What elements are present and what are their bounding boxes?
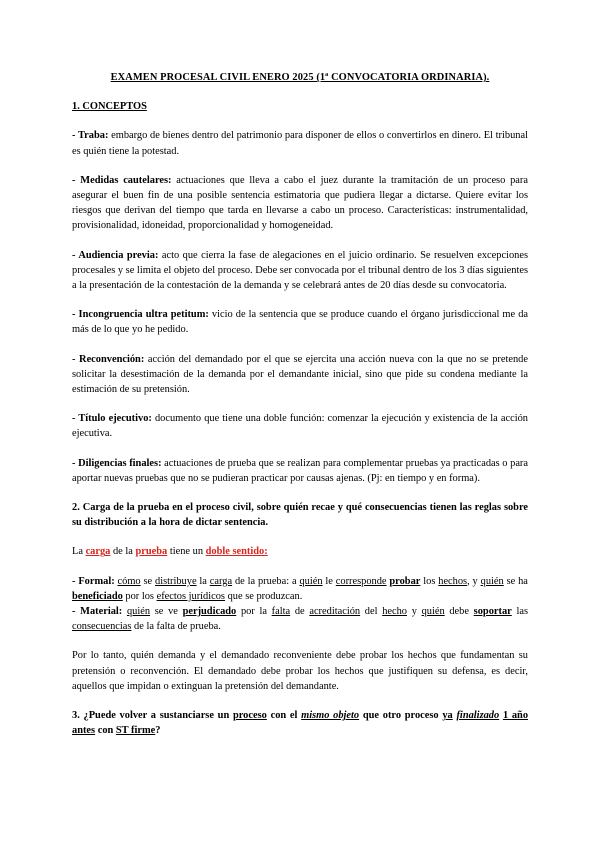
question-text: 3. ¿Puede volver a sustanciarse un <box>72 710 230 722</box>
question-word: ya <box>442 710 453 722</box>
concept-traba <box>72 128 528 158</box>
word: quién <box>421 606 445 618</box>
word: cómo <box>117 575 141 587</box>
term-label: - Audiencia previa: <box>72 249 159 261</box>
highlight-doble-sentido: doble sentido: <box>205 546 268 558</box>
intro-text: tiene un <box>167 546 206 558</box>
word: carga <box>209 575 233 587</box>
word: las <box>516 606 528 618</box>
concept-titulo-ejecutivo <box>72 411 528 441</box>
question-text: que otro proceso <box>362 710 439 722</box>
term-definition: acción del demandado por el que se ejercita una acción nueva con la que no se pretende solicitar la desestimación de la demanda por el demandante inicial, sino que pide su condena mediante la estimación de su pretensión. <box>72 353 528 396</box>
word: de la falta de prueba. <box>134 621 221 633</box>
term-definition: vicio de la sentencia que se produce cuando el órgano jurisdiccional me da más de lo que yo he pedido. <box>72 309 529 336</box>
word: distribuye <box>155 575 197 587</box>
word: se ve <box>154 606 178 618</box>
word: por la <box>240 606 267 618</box>
term-definition: actuaciones que lleva a cabo el juez durante la tramitación de un proceso para asegurar el buen fin de una posible sentencia estimatoria que pudiera llegar a dictarse. Quiere evitar los riesgos que derivan del tiempo que tarda en llevarse a cabo un proceso. Características: instrumentalidad, provisionalidad, idoneidad, proporcionalidad y homogeneidad. <box>72 174 528 232</box>
word: quién <box>480 575 504 587</box>
intro-text: de la <box>110 546 136 558</box>
word: por los <box>125 590 154 602</box>
term-label: - Reconvención: <box>72 353 145 365</box>
word: debe <box>449 606 469 618</box>
concept-incongruencia <box>72 307 528 337</box>
word: se ha <box>506 575 528 587</box>
question-word: finalizado <box>456 710 500 722</box>
word: hechos <box>438 575 468 587</box>
concept-diligencias-finales <box>72 456 528 486</box>
concept-medidas-cautelares <box>72 173 528 234</box>
intro-text: La <box>72 546 86 558</box>
carga-formal <box>72 574 528 604</box>
concept-reconvencion <box>72 352 528 398</box>
material-label: - Material: <box>72 606 123 618</box>
term-label: - Título ejecutivo: <box>72 413 152 425</box>
word: de la prueba: a <box>234 575 297 587</box>
word: de <box>294 606 305 618</box>
carga-intro <box>72 544 528 559</box>
concept-audiencia-previa <box>72 248 528 294</box>
term-label: - Diligencias finales: <box>72 457 162 469</box>
word: falta <box>271 606 291 618</box>
word: la <box>199 575 207 587</box>
term-definition: actuaciones de prueba que se realizan para complementar pruebas ya practicadas o para aportar nuevas pruebas que no se pudieran practicar por causas ajenas. (Pj: en tiempo y en forma). <box>72 457 529 484</box>
section-3-question <box>72 708 528 738</box>
question-word: 1 año antes <box>72 710 529 737</box>
term-label: - Traba: <box>72 130 109 142</box>
term-definition: acto que cierra la fase de alegaciones en el juicio ordinario. Se resuelven excepciones procesales y se limita el objeto del proceso. Debe ser convocada por el tribunal dentro de los 3 días siguientes a la presentación de la contestación de la demanda y se celebrará antes de 20 días desde su convocatoria. <box>72 249 528 292</box>
word: perjudicado <box>182 606 237 618</box>
word: quién <box>299 575 323 587</box>
word: , y <box>467 575 478 587</box>
word: se <box>143 575 153 587</box>
word: soportar <box>473 606 512 618</box>
word: efectos jurídicos <box>156 590 225 602</box>
question-text: con el <box>270 710 298 722</box>
question-word: ST firme <box>115 725 156 737</box>
term-label: - Medidas cautelares: <box>72 174 172 186</box>
carga-conclusion: Por lo tanto, quién demanda y el demandado reconveniente debe probar los hechos que fundamentan su pretensión o reconvención. El demandado debe probar los hechos que justifiquen su defensa, es decir, aquellos que impidan o extinguan la pretensión del demandante. <box>72 650 528 692</box>
word: le <box>325 575 333 587</box>
word: y <box>411 606 417 618</box>
word: del <box>364 606 378 618</box>
word: probar <box>389 575 421 587</box>
formal-label: - Formal: <box>72 575 115 587</box>
word: beneficiado <box>72 590 123 602</box>
section-1-heading: 1. CONCEPTOS <box>72 101 147 113</box>
term-label: - Incongruencia ultra petitum: <box>72 309 209 321</box>
word: acreditación <box>309 606 361 618</box>
question-word: proceso <box>232 710 267 722</box>
carga-material <box>72 604 528 634</box>
term-definition: documento que tiene una doble función: comenzar la ejecución y existencia de la acción ejecutiva. <box>72 413 528 440</box>
word: hecho <box>382 606 407 618</box>
section-2-question: 2. Carga de la prueba en el proceso civil, sobre quién recae y qué consecuencias tienen las reglas sobre su distribución a la hora de dictar sentencia. <box>72 502 528 529</box>
word: consecuencias <box>72 621 132 633</box>
word: que se produzcan. <box>227 590 303 602</box>
highlight-carga: carga <box>85 546 111 558</box>
term-definition: embargo de bienes dentro del patrimonio para disponer de ellos o convertirlos en dinero. El tribunal es quién tiene la potestad. <box>72 130 528 157</box>
question-word: mismo objeto <box>301 710 360 722</box>
word: los <box>423 575 436 587</box>
question-text: con <box>97 725 114 737</box>
question-text: ? <box>155 725 161 737</box>
exam-title: EXAMEN PROCESAL CIVIL ENERO 2025 (1ª CONVOCATORIA ORDINARIA). <box>110 72 490 83</box>
highlight-prueba: prueba <box>135 546 168 558</box>
word: corresponde <box>335 575 387 587</box>
word: quién <box>126 606 151 618</box>
